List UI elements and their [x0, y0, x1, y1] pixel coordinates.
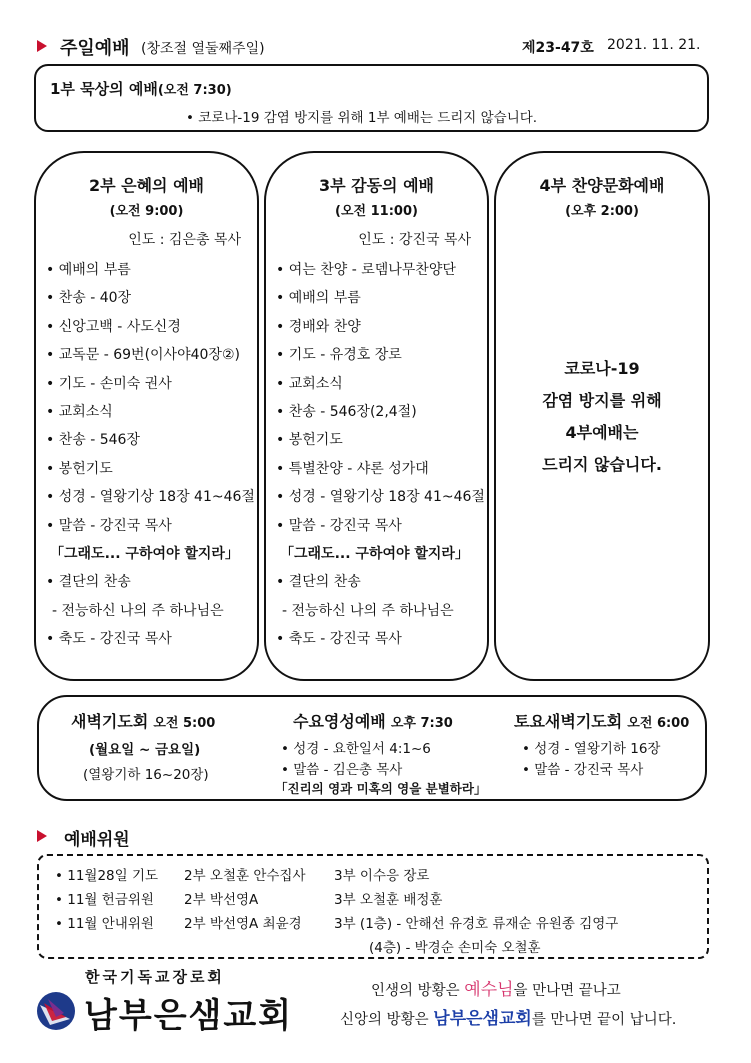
service4-notice-line: 4부예배는: [565, 423, 639, 442]
service1-time: (오전 7:30): [157, 83, 232, 98]
sat-sermon: • 말씀 - 강진국 목사: [522, 762, 644, 778]
order-item: • 교회소식: [276, 375, 343, 392]
service4-notice-line: 감염 방지를 위해: [542, 391, 662, 410]
order-item: • 여는 찬양 - 로뎀나무찬양단: [276, 262, 456, 278]
order-item: • 기도 - 유경호 장로: [276, 347, 402, 364]
service2-leader: 인도 : 김은총 목사: [128, 232, 241, 248]
order-item: • 경배와 찬양: [276, 318, 361, 335]
church-logo-icon: [36, 991, 76, 1031]
committee-cell: 2부 박선영A 최윤경: [184, 916, 302, 932]
service3-title: 3부 감동의 예배: [318, 176, 434, 195]
order-item: • 말씀 - 강진국 목사: [46, 517, 172, 534]
order-item: • 교독문 - 69번(이사야40장②): [46, 347, 240, 364]
order-item: • 특별찬양 - 샤론 성가대: [276, 460, 429, 477]
committee-cell: • 11월28일 기도: [55, 868, 159, 884]
sat-title: 토요새벽기도회: [514, 712, 623, 731]
order-item: • 예배의 부름: [276, 290, 361, 307]
service4-box: [494, 151, 710, 681]
slogan1-highlight: 예수님: [464, 980, 514, 1000]
committee-cell: 3부 이수응 장로: [334, 868, 430, 884]
wed-scripture: • 성경 - 요한일서 4:1~6: [281, 741, 431, 757]
service4-notice: [496, 353, 708, 481]
service3-box: [264, 151, 489, 681]
committee-cell: 2부 오철훈 안수집사: [184, 868, 306, 884]
service3-leader: 인도 : 강진국 목사: [358, 232, 471, 248]
order-item: • 성경 - 열왕기상 18장 41~46절: [46, 489, 255, 506]
sat-scripture: • 성경 - 열왕기하 16장: [522, 741, 661, 757]
order-item: • 성경 - 열왕기상 18장 41~46절: [276, 489, 485, 506]
slogan1-part: 인생의 방황은: [371, 983, 465, 999]
order-item: • 축도 - 강진국 목사: [46, 631, 172, 648]
service1-title-text: 1부 묵상의 예배: [50, 80, 158, 98]
sermon-title: 「그래도... 구하여야 할지라」: [50, 546, 239, 562]
order-item: • 봉헌기도: [46, 460, 113, 477]
order-item: • 기도 - 손미숙 권사: [46, 375, 172, 392]
dawn-text: (열왕기하 16~20장): [83, 767, 209, 783]
sat-heading: [514, 709, 689, 732]
sermon-title: 「그래도... 구하여야 할지라」: [280, 546, 469, 562]
service3-time: (오전 11:00): [335, 204, 418, 219]
section-arrow-icon: [37, 830, 47, 842]
committee-cell: 2부 박선영A: [184, 892, 259, 908]
service4-notice-line: 드리지 않습니다.: [542, 455, 662, 474]
wed-time: 오후 7:30: [390, 716, 453, 731]
dawn-days: (월요일 ~ 금요일): [89, 742, 201, 758]
order-item: • 신앙고백 - 사도신경: [46, 318, 181, 335]
order-item: • 찬송 - 546장: [46, 432, 140, 449]
service2-time: (오전 9:00): [109, 204, 184, 219]
service1-box: [34, 64, 709, 132]
wed-heading: [293, 709, 453, 732]
service4-notice-line: 코로나-19: [564, 359, 640, 378]
slogan-line-1: [371, 975, 621, 1000]
order-item: • 결단의 찬송: [46, 574, 131, 591]
service4-title: 4부 찬양문화예배: [539, 176, 665, 195]
denomination-name: 한국기독교장로회: [85, 968, 225, 986]
order-item: • 찬송 - 40장: [46, 290, 132, 307]
slogan1-part: 을 만나면 끝나고: [513, 983, 621, 999]
order-item: • 봉헌기도: [276, 432, 343, 449]
slogan2-highlight: 남부은샘교회: [433, 1009, 532, 1029]
service4-time: (오후 2:00): [565, 204, 639, 219]
order-item: • 말씀 - 강진국 목사: [276, 517, 402, 534]
wed-title: 수요영성예배: [293, 712, 386, 731]
issue-date: 2021. 11. 21.: [607, 37, 701, 53]
slogan-line-2: [340, 1004, 676, 1029]
slogan2-part: 를 만나면 끝이 납니다.: [531, 1012, 677, 1028]
committee-heading: 예배위원: [64, 830, 130, 850]
committee-box: [37, 854, 709, 959]
hymn-title: - 전능하신 나의 주 하나님은: [282, 602, 454, 619]
committee-extra: (4층) - 박경순 손미숙 오철훈: [369, 940, 541, 956]
wed-sermon-title: 「진리의 영과 미혹의 영을 분별하라」: [275, 781, 487, 796]
dawn-title: 새벽기도회: [71, 712, 149, 731]
order-item: • 축도 - 강진국 목사: [276, 631, 402, 648]
committee-cell: • 11월 안내위원: [55, 916, 154, 932]
service1-title: [50, 78, 232, 99]
service2-title: 2부 은혜의 예배: [88, 176, 204, 195]
wed-sermon: • 말씀 - 김은총 목사: [281, 762, 403, 778]
committee-cell: 3부 (1층) - 안해선 유경호 류재순 유원종 김영구: [334, 916, 619, 932]
committee-cell: • 11월 헌금위원: [55, 892, 154, 908]
order-item: • 찬송 - 546장(2,4절): [276, 404, 417, 420]
church-name: 남부은샘교회: [84, 996, 294, 1036]
dawn-time: 오전 5:00: [153, 716, 216, 731]
service2-box: [34, 151, 259, 681]
order-item: • 교회소식: [46, 404, 113, 420]
page-subtitle: (창조절 열둘째주일): [141, 41, 265, 57]
section-arrow-icon: [37, 40, 47, 52]
committee-cell: 3부 오철훈 배정훈: [334, 892, 443, 908]
issue-number: 제23-47호: [522, 40, 594, 56]
page-title: 주일예배: [60, 38, 130, 59]
order-item: • 예배의 부름: [46, 262, 131, 278]
slogan2-part: 신앙의 방황은: [340, 1012, 434, 1028]
hymn-title: - 전능하신 나의 주 하나님은: [52, 602, 224, 619]
order-item: • 결단의 찬송: [276, 574, 361, 591]
dawn-heading: [71, 709, 215, 732]
sat-time: 오전 6:00: [627, 716, 690, 731]
weekday-box: [37, 695, 707, 801]
service1-note: • 코로나-19 감염 방지를 위해 1부 예배는 드리지 않습니다.: [186, 110, 538, 126]
